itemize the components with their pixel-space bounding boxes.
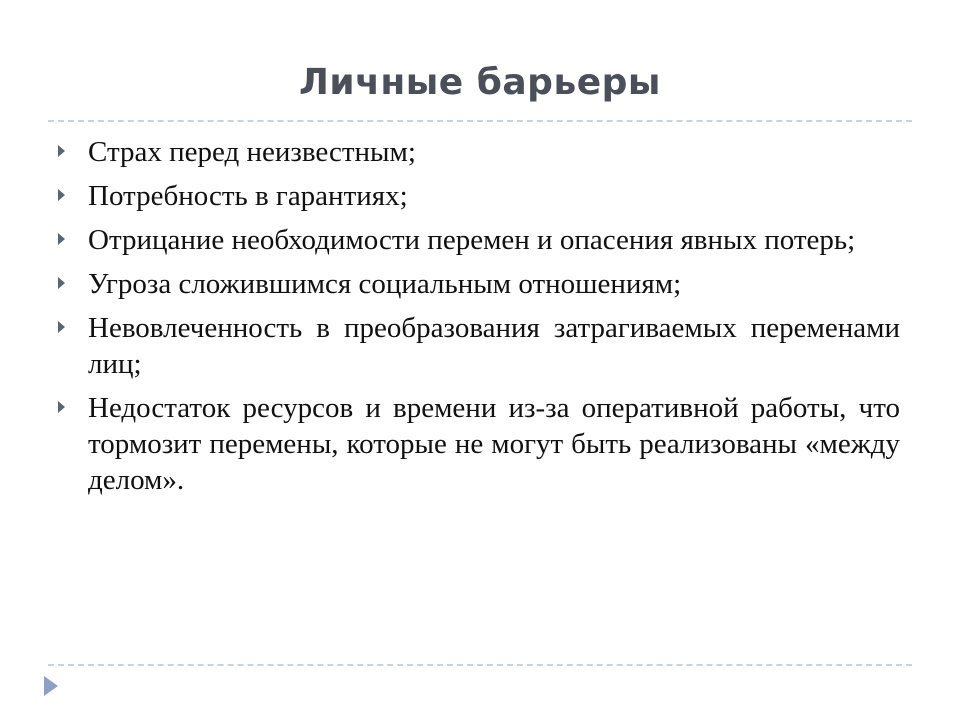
- bullet-text: Страх перед неизвестным;: [88, 136, 416, 168]
- list-item: [52, 266, 900, 302]
- triangle-next-arrow-icon[interactable]: [44, 676, 58, 696]
- triangle-bullet-icon: [58, 189, 65, 201]
- triangle-bullet-icon: [58, 233, 65, 245]
- list-item: [52, 310, 900, 382]
- list-item: [52, 178, 900, 214]
- list-item: [52, 222, 900, 258]
- slide-title: Личные барьеры: [299, 62, 661, 103]
- triangle-bullet-icon: [58, 401, 65, 413]
- bullet-text: Потребность в гарантиях;: [88, 180, 408, 212]
- list-item: [52, 390, 900, 498]
- bullet-text: Невовлеченность в преобразования затрагиваемых переменами лиц;: [88, 312, 900, 380]
- bullet-list: [52, 134, 900, 506]
- list-item: [52, 134, 900, 170]
- top-divider: [48, 120, 912, 122]
- triangle-bullet-icon: [58, 321, 65, 333]
- bullet-text: Недостаток ресурсов и времени из-за оперативной работы, что тормозит перемены, которые не могут быть реализованы «между делом».: [88, 392, 900, 496]
- bullet-text: Угроза сложившимся социальным отношениям;: [88, 268, 682, 300]
- triangle-bullet-icon: [58, 145, 65, 157]
- bullet-text: Отрицание необходимости перемен и опасения явных потерь;: [88, 224, 856, 256]
- bottom-divider: [48, 664, 912, 666]
- triangle-bullet-icon: [58, 277, 65, 289]
